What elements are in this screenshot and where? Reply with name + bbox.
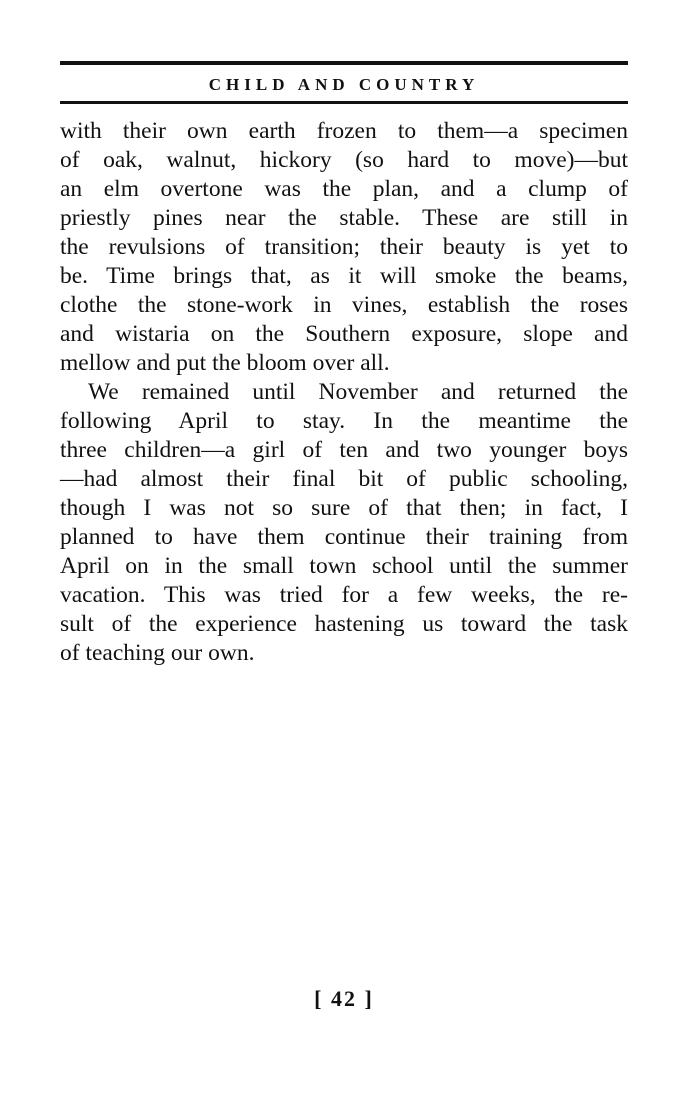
header-rule-bottom [60,101,628,104]
text-line: with their own earth frozen to them—a specimen [60,118,628,144]
text-line: following April to stay. In the meantime the [60,408,628,434]
text-line: priestly pines near the stable. These are still in [60,205,628,231]
text-line: April on in the small town school until the summer [60,553,628,579]
text-line: an elm overtone was the plan, and a clump of [60,176,628,202]
text-line: of oak, walnut, hickory (so hard to move)—but [60,147,628,173]
text-line: the revulsions of transition; their beauty is yet to [60,234,628,260]
text-line: three children—a girl of ten and two younger boys [60,437,628,463]
paragraph-2 [60,378,628,668]
text-line: sult of the experience hastening us toward the task [60,611,628,637]
running-head: CHILD AND COUNTRY [208,75,480,94]
text-line: though I was not so sure of that then; in fact, I [60,495,628,521]
paragraph-1 [60,117,628,378]
text-line: We remained until November and returned the [88,379,628,405]
text-line: mellow and put the bloom over all. [60,350,390,376]
text-line: of teaching our own. [60,640,255,666]
text-line: be. Time brings that, as it will smoke the beams, [60,263,628,289]
text-line: —had almost their final bit of public schooling, [60,466,628,492]
text-line: and wistaria on the Southern exposure, slope and [60,321,628,347]
book-page [60,0,628,1100]
text-line: vacation. This was tried for a few weeks, the re- [60,582,628,608]
header-rule-top [60,61,628,65]
body-text [60,117,628,668]
text-line: planned to have them continue their training from [60,524,628,550]
page-number: [ 42 ] [314,986,374,1011]
text-line: clothe the stone-work in vines, establish the roses [60,292,628,318]
